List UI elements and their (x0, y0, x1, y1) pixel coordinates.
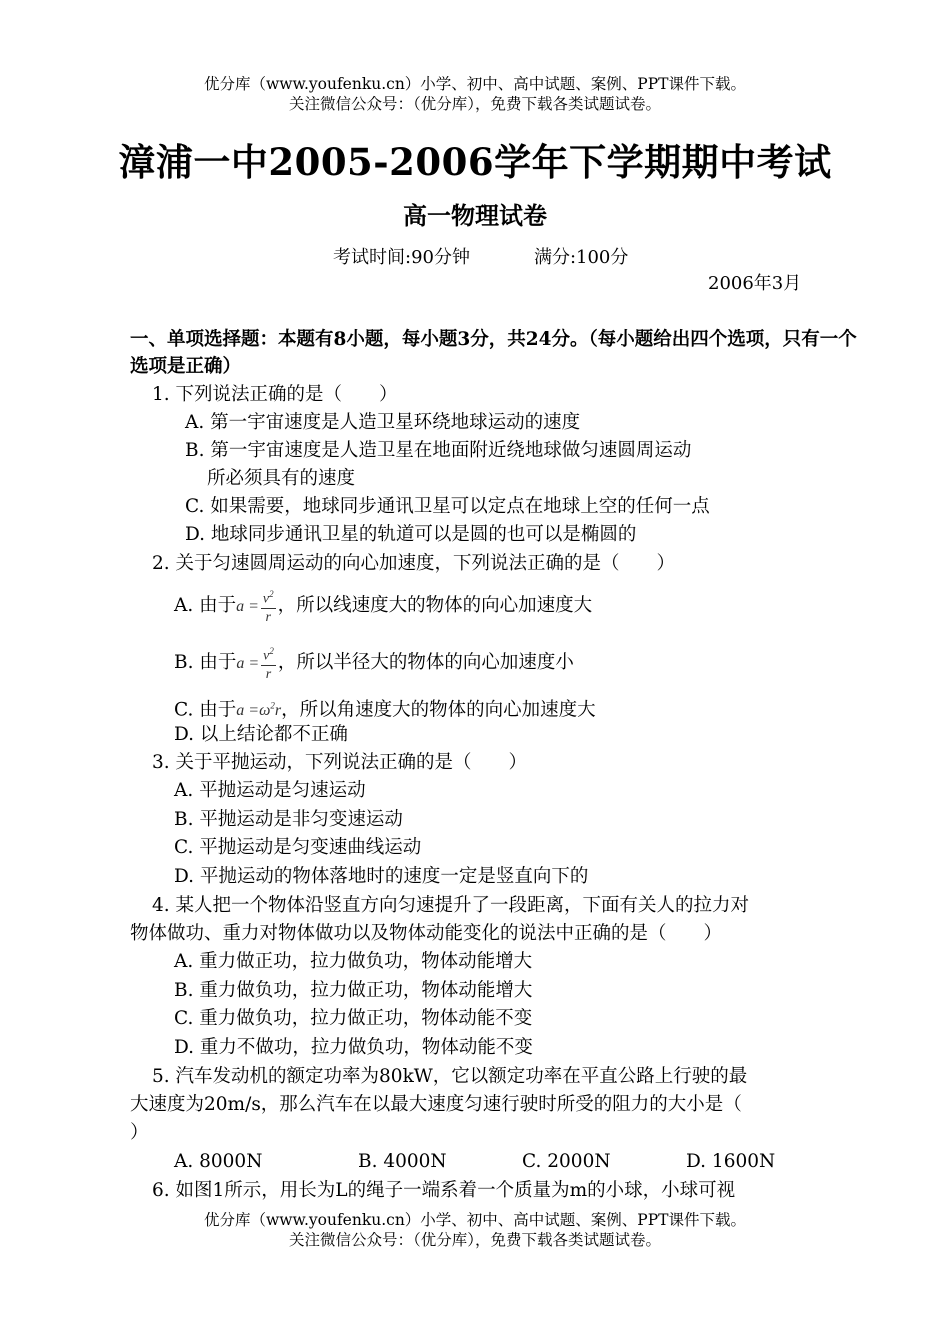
q5-stem-3: ） (130, 1122, 149, 1143)
q2-option-d: D. 以上结论都不正确 (174, 724, 348, 745)
q3-option-c: C. 平抛运动是匀变速曲线运动 (174, 837, 422, 858)
page-footer (0, 1210, 950, 1250)
q3-option-a: A. 平抛运动是匀速运动 (174, 780, 366, 801)
exam-subtitle: 高一物理试卷 (403, 201, 547, 230)
q4-stem-2: 物体做功、重力对物体做功以及物体动能变化的说法中正确的是（ ） (130, 923, 723, 944)
footer-line-1: 优分库（www.youfenku.cn）小学、初中、高中试题、案例、PPT课件下载。 (203, 1211, 747, 1229)
exam-date: 2006年3月 (708, 273, 802, 294)
q1-option-a: A. 第一宇宙速度是人造卫星环绕地球运动的速度 (185, 412, 581, 433)
q3-option-b: B. 平抛运动是非匀变速运动 (174, 809, 403, 830)
exam-meta (333, 243, 628, 269)
q2-option-a: A. 由于a = $\frac{v^2}{r}$ ，所以线速度大的物体的向心加速度大 (174, 586, 592, 627)
q1-option-b-cont: 所必须具有的速度 (207, 468, 356, 489)
formula-c: $a =\omega^2r$ (236, 701, 282, 720)
exam-title: 漳浦一中2005-2006学年下学期期中考试 (118, 140, 832, 184)
q5-stem-2: 大速度为20m/s，那么汽车在以最大速度匀速行驶时所受的阻力的大小是（ (130, 1094, 742, 1115)
q5-option-b: B. 4000N (358, 1151, 447, 1172)
formula-v2-over-r-b: $\frac{v^2}{r}$ (261, 643, 276, 683)
q5-stem-1: 5. 汽车发动机的额定功率为80kW，它以额定功率在平直公路上行驶的最 (152, 1066, 748, 1087)
q4-option-c: C. 重力做负功，拉力做正功，物体动能不变 (174, 1008, 533, 1029)
exam-time: 考试时间:90分钟 (333, 247, 470, 268)
q1-option-c: C. 如果需要，地球同步通讯卫星可以定点在地球上空的任何一点 (185, 496, 710, 517)
formula-a-lhs: a = (236, 598, 259, 615)
q3-option-d: D. 平抛运动的物体落地时的速度一定是竖直向下的 (174, 866, 589, 887)
q4-option-a: A. 重力做正功，拉力做负功，物体动能增大 (174, 951, 533, 972)
section-1-heading: 一、单项选择题：本题有8小题，每小题3分，共24分。（每小题给出四个选项，只有一个选项是正确） (130, 329, 857, 377)
formula-b-lhs: a = (236, 655, 260, 672)
q4-option-d: D. 重力不做功，拉力做负功，物体动能不变 (174, 1037, 533, 1058)
q2-option-c: C. 由于$a =\omega^2r$，所以角速度大的物体的向心加速度大 (174, 699, 596, 721)
page-header (0, 74, 950, 114)
q6-stem-1: 6. 如图1所示，用长为L的绳子一端系着一个质量为m的小球，小球可视 (152, 1180, 736, 1201)
header-line-1: 优分库（www.youfenku.cn）小学、初中、高中试题、案例、PPT课件下载。 (203, 75, 747, 93)
q5-option-c: C. 2000N (522, 1151, 611, 1172)
q4-option-b: B. 重力做负功，拉力做正功，物体动能增大 (174, 980, 533, 1001)
q1-option-b: B. 第一宇宙速度是人造卫星在地面附近绕地球做匀速圆周运动 (185, 440, 692, 461)
q2-stem: 2. 关于匀速圆周运动的向心加速度，下列说法正确的是（ ） (152, 553, 676, 574)
q5-options (174, 1150, 775, 1174)
footer-line-2: 关注微信公众号：（优分库），免费下载各类试题试卷。 (288, 1231, 661, 1249)
q1-stem: 1. 下列说法正确的是（ ） (152, 384, 398, 405)
q5-option-d: D. 1600N (686, 1151, 776, 1172)
full-score: 满分:100分 (533, 247, 629, 268)
q2-option-b: B. 由于a = $\frac{v^2}{r}$ ，所以半径大的物体的向心加速度小 (174, 643, 574, 684)
formula-v2-over-r: $\frac{v^2}{r}$ (261, 586, 276, 626)
q1-option-d: D. 地球同步通讯卫星的轨道可以是圆的也可以是椭圆的 (185, 524, 637, 545)
header-line-2: 关注微信公众号：（优分库），免费下载各类试题试卷。 (288, 95, 661, 113)
q5-option-a: A. 8000N (174, 1151, 263, 1172)
q4-stem-1: 4. 某人把一个物体沿竖直方向匀速提升了一段距离，下面有关人的拉力对 (152, 895, 750, 916)
q3-stem: 3. 关于平抛运动，下列说法正确的是（ ） (152, 752, 528, 773)
